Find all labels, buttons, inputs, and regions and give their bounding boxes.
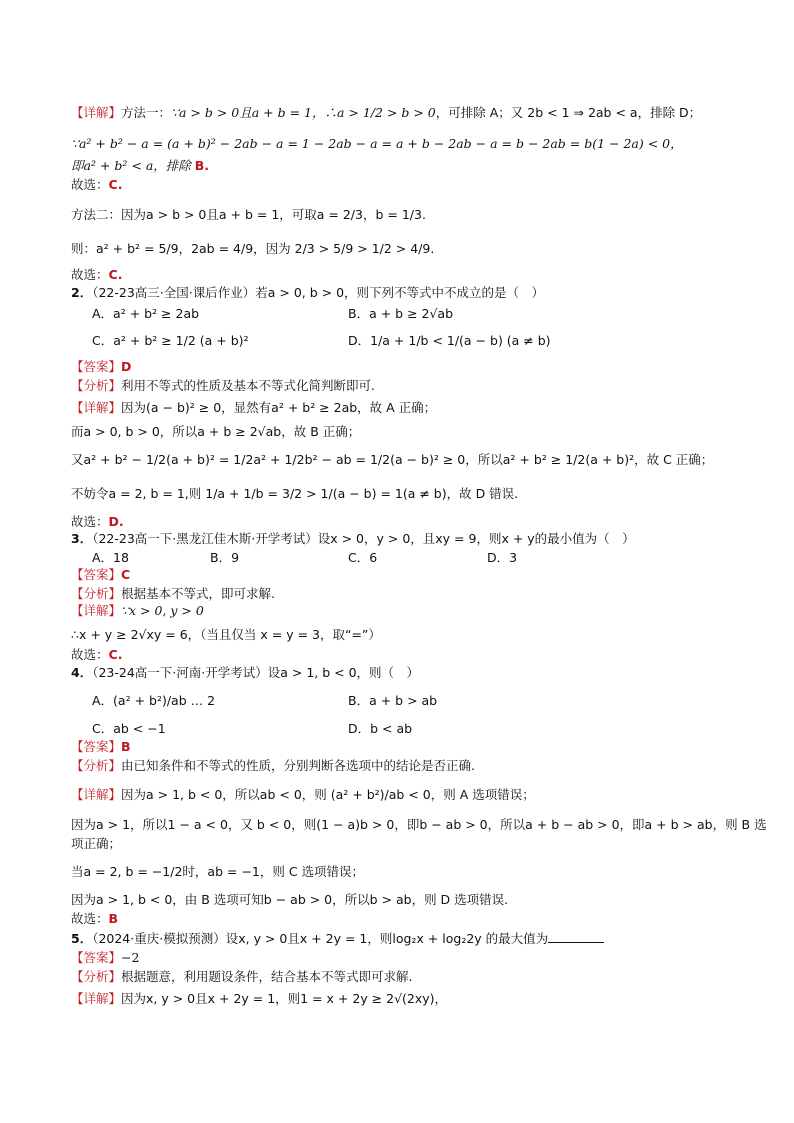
method-two-line: 方法二：因为a > b > 0且a + b = 1，可取a = 2/3，b = 1/3. [71, 207, 426, 222]
question-3-option-b: B．9 [210, 550, 240, 565]
answer-tag: 【答案】 [71, 739, 122, 754]
detail-line [71, 602, 204, 620]
question-text: 设a > 1, b < 0，则（ ） [267, 665, 420, 680]
choice-value: C. [108, 177, 123, 192]
choice-label: 故选： [71, 267, 109, 282]
choice-value: B [108, 911, 119, 926]
detail-text: 因为x, y > 0且x + 2y = 1，则1 = x + 2y ≥ 2√(2xy)， [121, 991, 448, 1006]
method-one-label: 方法一： [121, 105, 172, 120]
method-one-tail: ，可排除 A；又 2b < 1 ⇒ 2ab < a，排除 D； [435, 105, 702, 120]
answer-tag: 【答案】 [71, 950, 122, 965]
excluded-option: B. [194, 158, 210, 173]
answer-value: D [121, 359, 132, 374]
question-2-option-b: B．a + b ≥ 2√ab [348, 306, 454, 321]
question-text: 若a > 0, b > 0，则下列不等式中不成立的是（ ） [255, 285, 545, 300]
solution-line-1 [71, 104, 701, 122]
choice-label: 故选： [71, 177, 109, 192]
question-4-stem [71, 664, 419, 682]
answer-blank [548, 930, 604, 943]
detail-tag: 【详解】 [71, 400, 122, 415]
question-source: （22-23高三·全国·课后作业） [92, 285, 256, 300]
question-source: （23-24高一下·河南·开学考试） [92, 665, 268, 680]
detail-line [71, 990, 447, 1008]
detail-line: 不妨令a = 2, b = 1,则 1/a + 1/b = 3/2 > 1/(a − b) = 1(a ≠ b)，故 D 错误. [71, 486, 519, 501]
method-two-calc: 则：a² + b² = 5/9，2ab = 4/9，因为 2/3 > 5/9 > 1/2 > 4/9. [71, 241, 435, 256]
detail-line: ∴x + y ≥ 2√xy = 6，（当且仅当 x = y = 3，取“=”） [71, 627, 381, 642]
answer-tag: 【答案】 [71, 567, 122, 582]
solution-line-3-text: 即a² + b² < a，排除 [71, 158, 195, 173]
answer-value: C [121, 567, 131, 582]
question-source: （2024·重庆·模拟预测） [92, 931, 226, 946]
analysis-text: 根据基本不等式，即可求解. [121, 586, 275, 601]
detail-line [71, 399, 436, 417]
detail-tag: 【详解】 [71, 603, 122, 618]
detail-line [71, 786, 535, 804]
analysis-tag: 【分析】 [71, 969, 122, 984]
choice-line-2 [71, 266, 122, 284]
solution-line-2: ∵a² + b² − a = (a + b)² − 2ab − a = 1 − 2ab − a = a + b − 2ab − a = b − 2ab = b(1 − 2a) < 0， [71, 136, 683, 151]
analysis-line [71, 585, 275, 603]
choice-value: C. [108, 647, 123, 662]
choice-label: 故选： [71, 911, 109, 926]
answer-line [71, 738, 131, 756]
choice-label: 故选： [71, 514, 109, 529]
question-4-option-b: B．a + b > ab [348, 693, 438, 708]
analysis-tag: 【分析】 [71, 758, 122, 773]
question-2-option-d: D．1/a + 1/b < 1/(a − b) (a ≠ b) [348, 333, 551, 348]
answer-value: −2 [121, 950, 140, 965]
detail-text: 因为(a − b)² ≥ 0，显然有a² + b² ≥ 2ab，故 A 正确； [121, 400, 437, 415]
question-number: 2． [71, 285, 93, 300]
analysis-line [71, 968, 413, 986]
question-3-option-a: A．18 [92, 550, 129, 565]
analysis-text: 由已知条件和不等式的性质，分别判断各选项中的结论是否正确. [121, 758, 475, 773]
detail-line: 而a > 0, b > 0，所以a + b ≥ 2√ab，故 B 正确； [71, 424, 361, 439]
choice-label: 故选： [71, 647, 109, 662]
question-4-option-d: D．b < ab [348, 721, 413, 736]
analysis-text: 根据题意，利用题设条件，结合基本不等式即可求解. [121, 969, 413, 984]
question-4-option-a: A．(a² + b²)/ab … 2 [92, 693, 216, 708]
question-source: （22-23高一下·黑龙江佳木斯·开学考试） [92, 531, 318, 546]
detail-tag: 【详解】 [71, 105, 122, 120]
choice-line [71, 646, 122, 664]
question-2-option-a: A．a² + b² ≥ 2ab [92, 306, 200, 321]
solution-line-3 [71, 157, 209, 175]
detail-line: 因为a > 1, b < 0，由 B 选项可知b − ab > 0，所以b > ab，则 D 选项错误. [71, 892, 509, 907]
question-text: 设x > 0，y > 0，且xy = 9，则x + y的最小值为（ ） [317, 531, 635, 546]
question-text: 设x, y > 0且x + 2y = 1，则log₂x + log₂2y 的最大值为 [225, 931, 549, 946]
question-5-stem [71, 930, 604, 948]
analysis-line [71, 757, 475, 775]
analysis-line [71, 377, 375, 395]
detail-text: 因为a > 1, b < 0，所以ab < 0，则 (a² + b²)/ab < 0，则 A 选项错误； [121, 787, 535, 802]
detail-line: 又a² + b² − 1/2(a + b)² = 1/2a² + 1/2b² − ab = 1/2(a − b)² ≥ 0，所以a² + b² ≥ 1/2(a + b)²，故 C 正确； [71, 452, 714, 467]
detail-text: ∵x > 0, y > 0 [121, 603, 204, 618]
analysis-tag: 【分析】 [71, 586, 122, 601]
detail-tag: 【详解】 [71, 991, 122, 1006]
question-number: 5． [71, 931, 93, 946]
question-4-option-c: C．ab < −1 [92, 721, 166, 736]
question-3-option-c: C．6 [348, 550, 378, 565]
question-number: 3． [71, 531, 93, 546]
method-one-math: ∵a > b > 0且a + b = 1，∴a > 1/2 > b > 0 [171, 105, 436, 120]
detail-line: 因为a > 1，所以1 − a < 0，又 b < 0，则(1 − a)b > 0，即b − ab > 0，所以a + b − ab > 0，即a + b > ab，则 B 选 [71, 817, 767, 832]
detail-line: 项正确； [71, 836, 122, 851]
question-number: 4． [71, 665, 93, 680]
choice-line-1 [71, 176, 122, 194]
question-2-stem [71, 284, 544, 302]
analysis-text: 利用不等式的性质及基本不等式化简判断即可. [121, 378, 375, 393]
answer-line [71, 949, 139, 967]
detail-line: 当a = 2, b = −1/2时，ab = −1，则 C 选项错误； [71, 864, 365, 879]
question-3-stem [71, 530, 635, 548]
question-2-option-c: C．a² + b² ≥ 1/2 (a + b)² [92, 333, 249, 348]
choice-value: C. [108, 267, 123, 282]
detail-tag: 【详解】 [71, 787, 122, 802]
choice-value: D. [108, 514, 124, 529]
choice-line [71, 513, 124, 531]
analysis-tag: 【分析】 [71, 378, 122, 393]
answer-line [71, 566, 130, 584]
answer-tag: 【答案】 [71, 359, 122, 374]
choice-line [71, 910, 118, 928]
question-3-option-d: D．3 [487, 550, 518, 565]
answer-value: B [121, 739, 131, 754]
answer-line [71, 358, 131, 376]
